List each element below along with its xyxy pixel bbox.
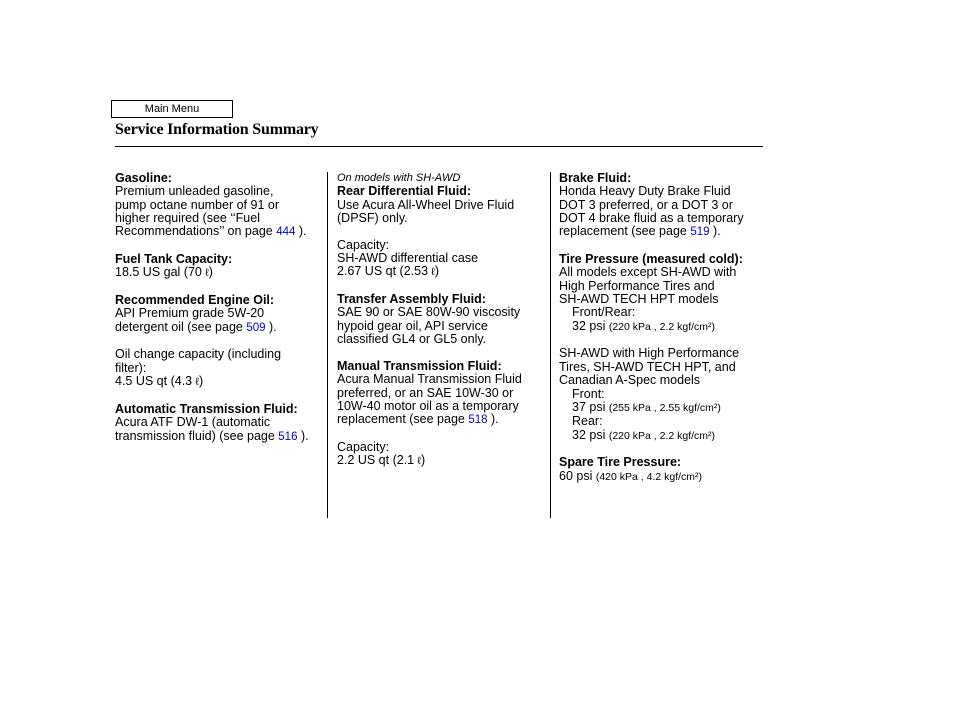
tire-pressure-value [559,320,769,334]
column-2 [337,172,547,469]
page-title: Service Information Summary [115,121,319,138]
liter-symbol: ℓ [431,266,435,279]
atf-text-part: transmission fluid) (see page [115,428,279,443]
manual-trans-heading: Manual Transmission Fluid: [337,358,502,373]
tire-pressure2-value [559,401,769,415]
column-divider-1 [327,172,328,518]
tire-pressure2-text: SH-AWD with High Performance [559,346,740,361]
brake-fluid-text [559,225,769,239]
transfer-fluid-text: SAE 90 or SAE 80W-90 viscosity [337,305,521,320]
oil-capacity-text: Oil change capacity (including [115,347,282,362]
rear-diff-capacity: Capacity: [337,237,390,252]
tire-psi: 60 psi [559,468,596,483]
rear-diff-heading: Rear Differential Fluid: [337,184,472,199]
brake-fluid-text-part: ). [709,224,721,239]
manual-trans-capacity-part: 2.2 US qt (2.1 [337,453,418,468]
atf-text [115,430,325,444]
spare-tire-heading: Spare Tire Pressure: [559,455,682,470]
gasoline-heading: Gasoline: [115,171,172,185]
manual-trans-text: preferred, or an SAE 10W-30 or [337,385,514,400]
main-menu-button[interactable]: Main Menu [111,100,233,118]
tire-metric: (220 kPa , 2.2 kgf/cm²) [608,429,716,442]
engine-oil-heading: Recommended Engine Oil: [115,293,275,308]
liter-symbol: ℓ [205,267,209,280]
transfer-fluid-text: hypoid gear oil, API service [337,318,488,333]
tire-pressure2-text: Canadian A-Spec models [559,373,701,388]
title-divider [115,146,763,147]
liter-symbol: ℓ [195,376,200,389]
tire-pressure2-label: Front: [572,386,605,401]
sh-awd-note: On models with SH-AWD [337,172,461,184]
page-link-518[interactable]: 518 [468,414,488,427]
rear-diff-text: Use Acura All-Wheel Drive Fluid [337,197,515,212]
column-divider-2 [550,172,551,518]
column-1 [115,172,325,444]
page-link-444[interactable]: 444 [276,226,296,239]
manual-trans-text-part: ). [487,412,499,427]
gasoline-text-part: Recommendations’’ on page [115,224,277,239]
brake-fluid-heading: Brake Fluid: [559,171,632,185]
transfer-fluid-heading: Transfer Assembly Fluid: [337,292,486,307]
liter-symbol: ℓ [417,455,422,468]
manual-trans-text-part: replacement (see page [337,412,469,427]
rear-diff-capacity-part: ) [434,264,440,279]
brake-fluid-text: DOT 3 preferred, or a DOT 3 or [559,197,733,212]
tire-pressure2-value [559,429,769,443]
manual-trans-capacity: Capacity: [337,439,390,454]
column-3 [559,172,769,484]
oil-capacity-part: 4.5 US qt (4.3 [115,374,196,389]
tire-pressure-text: SH-AWD TECH HPT models [559,292,719,307]
gasoline-text: higher required (see ‘‘Fuel [115,211,260,226]
tire-psi: 32 psi [572,427,609,442]
tire-pressure-label: Front/Rear: [572,305,636,320]
fuel-tank-heading: Fuel Tank Capacity: [115,252,233,267]
oil-capacity-text: filter): [115,360,147,375]
page-link-516[interactable]: 516 [278,430,298,443]
rear-diff-capacity-value [337,265,547,279]
gasoline-text [115,225,325,239]
tire-psi: 32 psi [572,318,609,333]
brake-fluid-text: DOT 4 brake fluid as a temporary [559,211,744,226]
tire-pressure2-text: Tires, SH-AWD TECH HPT, and [559,359,736,374]
fuel-tank-text [115,266,325,280]
spare-tire-value [559,470,769,484]
tire-pressure-heading: Tire Pressure (measured cold): [559,252,743,267]
tire-metric: (255 kPa , 2.55 kgf/cm²) [608,401,721,414]
oil-capacity-value [115,375,325,389]
manual-trans-capacity-part: ) [421,453,426,468]
tire-psi: 37 psi [572,399,609,414]
gasoline-text: Premium unleaded gasoline, [115,184,274,199]
engine-oil-text-part: detergent oil (see page [115,319,247,334]
fuel-tank-value: 18.5 US gal (70 [115,265,206,280]
rear-diff-capacity-part: 2.67 US qt (2.53 [337,264,432,279]
tire-pressure-text: High Performance Tires and [559,278,715,293]
tire-metric: (220 kPa , 2.2 kgf/cm²) [608,320,716,333]
rear-diff-capacity: SH-AWD differential case [337,251,479,266]
engine-oil-text [115,321,325,335]
atf-text: Acura ATF DW-1 (automatic [115,415,271,430]
atf-heading: Automatic Transmission Fluid: [115,401,298,416]
manual-trans-text [337,413,547,427]
engine-oil-text-part: ). [265,319,277,334]
brake-fluid-text-part: replacement (see page [559,224,691,239]
gasoline-text: pump octane number of 91 or [115,197,279,212]
fuel-tank-value-end: ) [208,265,213,280]
tire-metric: (420 kPa , 4.2 kgf/cm²) [595,470,703,483]
transfer-fluid-text: classified GL4 or GL5 only. [337,332,487,347]
oil-capacity-part: ) [199,374,204,389]
rear-diff-text: (DPSF) only. [337,211,408,226]
page-link-509[interactable]: 509 [246,321,266,334]
tire-pressure2-label: Rear: [572,414,603,429]
tire-pressure-text: All models except SH-AWD with [559,265,737,280]
gasoline-text-part: ). [295,224,307,239]
atf-text-part: ). [297,428,309,443]
page-link-519[interactable]: 519 [690,226,710,239]
engine-oil-text: API Premium grade 5W-20 [115,306,265,321]
brake-fluid-text: Honda Heavy Duty Brake Fluid [559,184,731,199]
manual-trans-text: 10W-40 motor oil as a temporary [337,398,519,413]
manual-trans-capacity-value [337,454,547,468]
manual-trans-text: Acura Manual Transmission Fluid [337,372,522,387]
